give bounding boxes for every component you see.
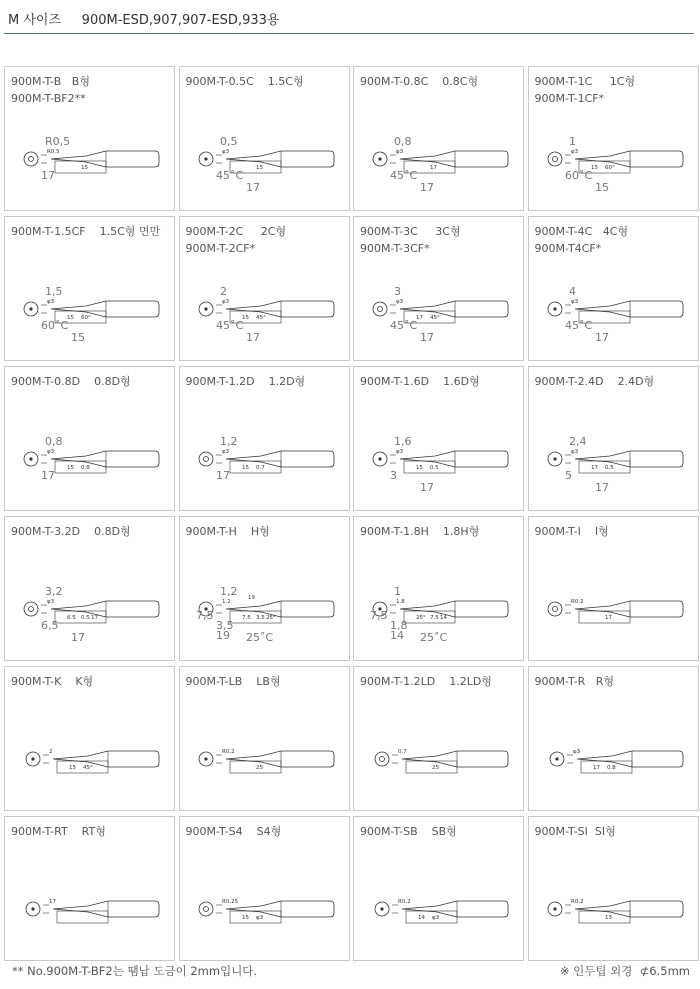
dimension-label: 17 — [71, 631, 85, 644]
dimension-label: 0,5 — [219, 135, 237, 148]
dimension-label: 1,2 — [219, 435, 237, 448]
tip-model-line1: 900M-T-2C 2C형 — [185, 225, 287, 238]
small-dimension-label: 15 — [590, 165, 598, 171]
tip-model-line1: 900M-T-4C 4C형 — [534, 225, 629, 238]
dimension-label: 2,4 — [568, 435, 586, 448]
small-dimension-label: 0.5 — [81, 615, 90, 621]
small-dimension-label: φ3 — [47, 299, 55, 305]
tip-card — [528, 666, 699, 811]
small-dimension-label: φ3 — [396, 449, 404, 455]
dimension-label: 5 — [564, 469, 572, 482]
dimension-label: 1,6 — [394, 435, 412, 448]
small-dimension-label: 0.5 — [604, 465, 614, 471]
small-dimension-label: 15 — [255, 165, 263, 171]
tip-drawing — [529, 517, 700, 662]
tip-card — [179, 666, 350, 811]
tip-model-line1: 900M-T-0.8D 0.8D형 — [11, 375, 131, 388]
small-dimension-label: 15 — [69, 765, 76, 771]
dimension-label: 17 — [245, 181, 260, 194]
small-dimension-label: 2 — [49, 749, 53, 755]
dimension-label: 17 — [420, 481, 434, 494]
dimension-label: 45˚C — [564, 319, 592, 332]
tip-card — [353, 666, 524, 811]
dimension-label: 6,5 — [41, 619, 59, 632]
tip-card — [4, 816, 175, 961]
header-divider — [4, 33, 694, 34]
small-dimension-label: 6.5 — [67, 615, 76, 621]
small-dimension-label: 45° — [430, 315, 440, 321]
dimension-label: 1 — [394, 585, 401, 598]
dimension-label: 3,2 — [45, 585, 63, 598]
tip-model-line1: 900M-T-3C 3C형 — [360, 225, 461, 238]
small-dimension-label: φ3 — [396, 149, 404, 155]
tip-model-line1: 900M-T-1.5CF 1.5C형 면만 — [11, 225, 161, 238]
tip-drawing — [529, 667, 700, 812]
tip-profile — [575, 601, 683, 617]
tip-model-line1: 900M-T-K K형 — [11, 675, 94, 688]
footer-note: ** No.900M-T-BF2는 땜납 도금이 2mm입니다. — [12, 964, 258, 978]
small-dimension-label: φ3 — [570, 299, 578, 305]
page-header — [0, 0, 700, 36]
tip-drawing — [354, 367, 525, 512]
tip-card — [4, 516, 175, 661]
tip-end-view-icon — [548, 602, 562, 616]
tip-drawing — [5, 217, 176, 362]
dimension-label: R0,5 — [45, 135, 71, 148]
small-dimension-label: 15 — [241, 315, 249, 321]
tip-model-line2: 900M-T4CF* — [534, 242, 602, 255]
small-dimension-label: 45° — [83, 765, 93, 771]
small-dimension-label: R0.5 — [47, 149, 60, 155]
tip-model-line1: 900M-T-H H형 — [185, 525, 270, 538]
tip-end-view-icon — [375, 752, 389, 766]
tip-profile — [575, 901, 683, 917]
dimension-label: 17 — [41, 169, 55, 182]
small-dimension-label: 15 — [241, 465, 249, 471]
small-dimension-label: φ3 — [570, 149, 578, 155]
tip-card — [4, 366, 175, 511]
dimension-label: 17 — [41, 469, 55, 482]
small-dimension-label: φ3 — [221, 449, 229, 455]
tip-drawing — [5, 517, 176, 662]
small-dimension-label: 60° — [81, 315, 91, 321]
small-dimension-label: 60° — [604, 165, 615, 171]
tip-profile — [53, 901, 159, 917]
tip-drawing — [529, 217, 700, 362]
dimension-label: 17 — [594, 331, 609, 344]
tip-end-view-icon — [199, 902, 213, 916]
small-dimension-label: 15 — [416, 465, 423, 471]
small-dimension-label: 0.5 — [430, 465, 439, 471]
tip-model-line1: 900M-T-1.6D 1.6D형 — [360, 375, 480, 388]
small-dimension-label: R0.2 — [570, 899, 584, 905]
tip-card — [179, 216, 350, 361]
tip-card — [528, 816, 699, 961]
small-dimension-label: φ3 — [221, 299, 229, 305]
tip-card — [179, 366, 350, 511]
small-dimension-label: 1.2 — [221, 599, 231, 605]
small-dimension-label: 0.8 — [606, 765, 616, 771]
page-title: M 사이즈 900M-ESD,907,907-ESD,933용 — [8, 13, 280, 28]
dimension-label: 45˚C — [215, 319, 243, 332]
small-dimension-label: 25° — [416, 615, 426, 621]
small-dimension-label: 15 — [81, 165, 88, 171]
tip-model-line1: 900M-T-SB SB형 — [360, 825, 457, 838]
tip-drawing — [354, 217, 525, 362]
tip-model-line1: 900M-T-2.4D 2.4D형 — [534, 375, 655, 388]
small-dimension-label: 25° — [265, 615, 276, 621]
small-dimension-label: φ3 — [47, 599, 55, 605]
tip-model-line2: 900M-T-1CF* — [534, 92, 605, 105]
tip-end-view-icon — [548, 152, 562, 166]
dimension-label: 3 — [390, 469, 397, 482]
tip-drawing — [180, 817, 351, 962]
tip-model-line1: 900M-T-0.8C 0.8C형 — [360, 75, 479, 88]
dimension-label: 1,5 — [45, 285, 63, 298]
small-dimension-label: 19 — [247, 595, 255, 601]
dimension-label: 7,5 — [370, 609, 388, 622]
tip-model-line1: 900M-T-0.5C 1.5C형 — [185, 75, 304, 88]
dimension-label: 15 — [71, 331, 85, 344]
dimension-label: 25˚C — [420, 631, 448, 644]
dimension-label: 45˚C — [215, 169, 243, 182]
tip-model-line1: 900M-T-1.2LD 1.2LD형 — [360, 675, 492, 688]
small-dimension-label: 0.7 — [255, 465, 265, 471]
tip-model-line1: 900M-T-S4 S4형 — [185, 825, 282, 838]
small-dimension-label: 1.8 — [396, 599, 405, 605]
tip-drawing — [5, 817, 176, 962]
tip-model-line1: 900M-T-RT RT형 — [11, 825, 106, 838]
tip-drawing — [529, 67, 700, 212]
small-dimension-label: R0.2 — [570, 599, 584, 605]
tip-drawing — [180, 517, 351, 662]
small-dimension-label: 25 — [432, 765, 439, 771]
tip-card — [528, 516, 699, 661]
dimension-label: 0,8 — [45, 435, 63, 448]
dimension-label: 0,8 — [394, 135, 412, 148]
tip-card — [353, 366, 524, 511]
tip-card — [4, 666, 175, 811]
small-dimension-label: 7.5 — [241, 615, 251, 621]
dimension-label: 17 — [215, 469, 230, 482]
dimension-label: 15 — [594, 181, 609, 194]
tip-drawing — [180, 367, 351, 512]
small-dimension-label: 3.5 — [255, 615, 265, 621]
tip-model-line2: 900M-T-BF2** — [11, 92, 86, 105]
small-dimension-label: 17 — [416, 315, 423, 321]
tip-card — [528, 216, 699, 361]
small-dimension-label: 14 — [440, 615, 447, 621]
dimension-label: 19 — [215, 629, 230, 642]
tip-card — [353, 816, 524, 961]
tip-card — [353, 66, 524, 211]
tip-model-line1: 900M-T-I I형 — [534, 525, 609, 538]
tip-model-line1: 900M-T-SI SI형 — [534, 825, 616, 838]
small-dimension-label: 14 — [418, 915, 425, 921]
dimension-label: 1,2 — [219, 585, 237, 598]
small-dimension-label: 13 — [604, 915, 612, 921]
small-dimension-label: 17 — [49, 899, 56, 905]
tip-end-view-icon — [24, 602, 38, 616]
tip-drawing — [180, 667, 351, 812]
small-dimension-label: φ3 — [570, 449, 578, 455]
small-dimension-label: φ3 — [572, 749, 580, 755]
tip-drawing — [354, 517, 525, 662]
dimension-label: 17 — [245, 331, 260, 344]
tip-drawing — [529, 367, 700, 512]
dimension-label: 3,5 — [215, 619, 233, 632]
dimension-label: 45˚C — [390, 169, 418, 182]
tip-card — [353, 216, 524, 361]
dimension-label: 1 — [568, 135, 576, 148]
tip-end-view-icon — [373, 302, 387, 316]
small-dimension-label: R0.2 — [398, 899, 411, 905]
dimension-label: 17 — [594, 481, 609, 494]
tip-drawing — [5, 367, 176, 512]
dimension-label: 2 — [219, 285, 227, 298]
small-dimension-label: 25 — [255, 765, 263, 771]
dimension-label: 25˚C — [245, 631, 273, 644]
small-dimension-label: φ3 — [396, 299, 404, 305]
small-dimension-label: 15 — [67, 465, 74, 471]
tip-model-line1: 900M-T-1.8H 1.8H형 — [360, 525, 480, 538]
dimension-label: 60˚C — [41, 319, 69, 332]
tip-drawing — [180, 67, 351, 212]
dimension-label: 14 — [390, 629, 404, 642]
tip-model-line1: 900M-T-R R형 — [534, 675, 615, 688]
small-dimension-label: 15 — [67, 315, 74, 321]
dimension-label: 17 — [420, 181, 434, 194]
tip-card — [179, 816, 350, 961]
small-dimension-label: φ3 — [47, 449, 55, 455]
tip-card — [4, 66, 175, 211]
small-dimension-label: φ3 — [221, 149, 229, 155]
footer-diameter-note: ※ 인두팁 외경 ⊄6.5mm — [559, 964, 690, 978]
small-dimension-label: φ3 — [255, 915, 263, 921]
dimension-label: 7,5 — [195, 609, 213, 622]
tip-profile — [226, 151, 334, 167]
dimension-label: 1,8 — [390, 619, 408, 632]
small-dimension-label: φ3 — [432, 915, 440, 921]
tip-card — [353, 516, 524, 661]
small-dimension-label: 15 — [241, 915, 249, 921]
small-dimension-label: 45° — [255, 315, 266, 321]
tip-drawing — [529, 817, 700, 962]
small-dimension-label: 17 — [604, 615, 612, 621]
tip-model-line1: 900M-T-B B형 — [11, 75, 90, 88]
tip-model-line1: 900M-T-1C 1C형 — [534, 75, 636, 88]
tip-profile — [575, 301, 683, 317]
tip-drawing — [5, 667, 176, 812]
small-dimension-label: 17 — [592, 765, 600, 771]
dimension-label: 4 — [568, 285, 576, 298]
tip-card — [179, 66, 350, 211]
small-dimension-label: 17 — [590, 465, 598, 471]
tip-card — [528, 66, 699, 211]
dimension-label: 45˚C — [390, 319, 418, 332]
tip-model-line1: 900M-T-1.2D 1.2D형 — [185, 375, 306, 388]
tip-card — [528, 366, 699, 511]
tip-drawing — [354, 817, 525, 962]
tip-model-line1: 900M-T-3.2D 0.8D형 — [11, 525, 131, 538]
dimension-label: 60˚C — [564, 169, 592, 182]
small-dimension-label: R0.25 — [221, 899, 238, 905]
dimension-label: 3 — [394, 285, 401, 298]
small-dimension-label: 0.7 — [398, 749, 407, 755]
small-dimension-label: 17 — [91, 615, 98, 621]
tip-drawing — [354, 667, 525, 812]
tip-model-line1: 900M-T-LB LB형 — [185, 675, 281, 688]
tip-drawing — [5, 67, 176, 212]
tip-card — [4, 216, 175, 361]
small-dimension-label: 7.5 — [430, 615, 439, 621]
tip-profile — [226, 751, 334, 767]
small-dimension-label: R0.2 — [221, 749, 235, 755]
tip-profile — [51, 151, 159, 167]
tip-end-view-icon — [199, 452, 213, 466]
tip-drawing — [354, 67, 525, 212]
small-dimension-label: 17 — [430, 165, 437, 171]
dimension-label: 17 — [420, 331, 434, 344]
tip-end-view-icon — [24, 152, 38, 166]
tip-drawing — [180, 217, 351, 362]
tip-model-line2: 900M-T-3CF* — [360, 242, 430, 255]
tip-profile — [402, 751, 508, 767]
tip-card — [179, 516, 350, 661]
tip-model-line2: 900M-T-2CF* — [185, 242, 256, 255]
small-dimension-label: 0.8 — [81, 465, 90, 471]
tip-profile — [400, 151, 508, 167]
